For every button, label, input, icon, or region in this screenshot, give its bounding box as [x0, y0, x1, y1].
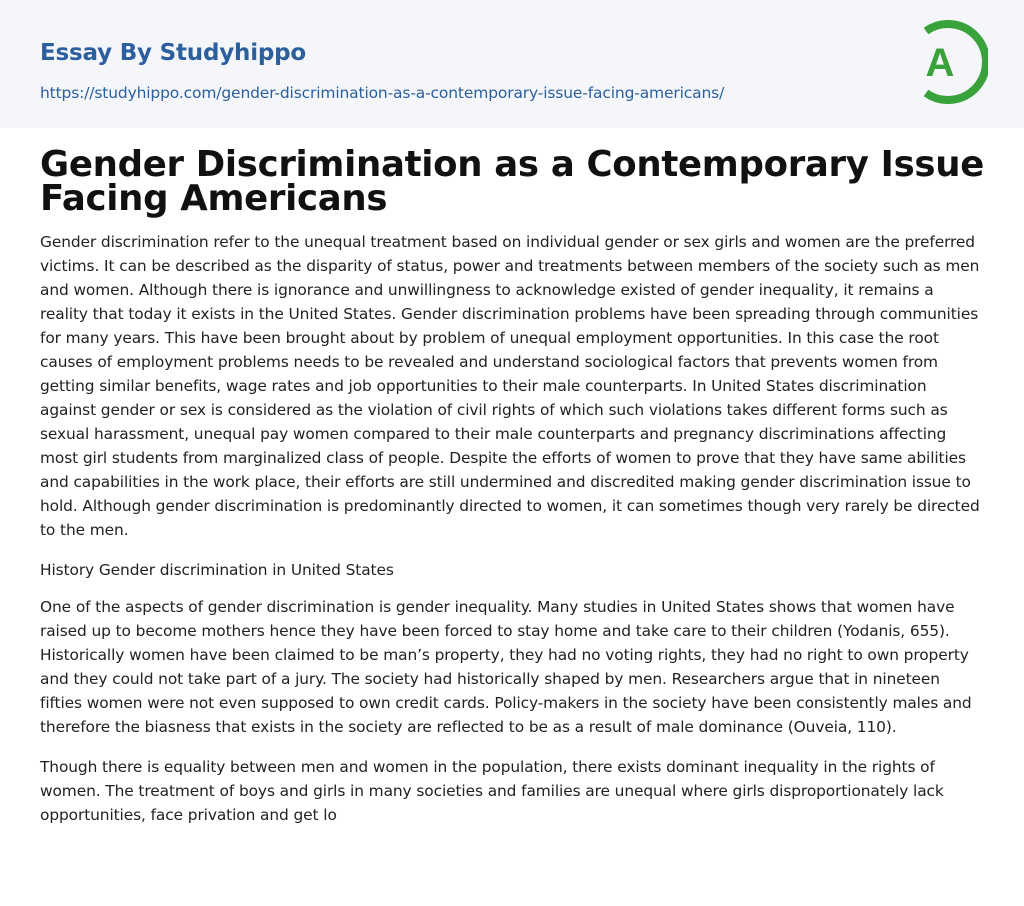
article-paragraph: Though there is equality between men and women in the population, there exists dominant inequality in the rights of women. The treatment of boys and girls in many societies and families are unequal where girls disproportionately lack opportunities, face privation and get lo: [40, 758, 944, 824]
article-title: Gender Discrimination as a Contemporary Issue Facing Americans: [40, 144, 984, 219]
source-url-link[interactable]: https://studyhippo.com/gender-discrimination-as-a-contemporary-issue-facing-americans/: [40, 84, 725, 102]
site-header: [0, 0, 1024, 128]
article-paragraph: One of the aspects of gender discrimination is gender inequality. Many studies in United States shows that women have raised up to become mothers hence they have been forced to stay home and take care to their children (Yodanis, 655). Historically women have been claimed to be man’s property, they had no voting rights, they had no right to own property and they could not take part of a jury. The society had historically shaped by men. Researchers argue that in nineteen fifties women were not even supposed to own credit cards. Policy-makers in the society have been consistently males and therefore the biasness that exists in the society are reflected to be as a result of male dominance (Ouveia, 110).: [40, 598, 972, 736]
studyhippo-logo-icon[interactable]: [912, 20, 988, 104]
section-heading: History Gender discrimination in United States: [40, 561, 394, 579]
article-paragraph: Gender discrimination refer to the unequal treatment based on individual gender or sex girls and women are the preferred victims. It can be described as the disparity of status, power and treatments between members of the society such as men and women. Although there is ignorance and unwillingness to acknowledge existed of gender inequality, it remains a reality that today it exists in the United States. Gender discrimination problems have been spreading through communities for many years. This have been brought about by problem of unequal employment opportunities. In this case the root causes of employment problems needs to be revealed and understand sociological factors that prevents women from getting similar benefits, wage rates and job opportunities to their male counterparts. In United States discrimination against gender or sex is considered as the violation of civil rights of which such violations takes different forms such as sexual harassment, unequal pay women compared to their male counterparts and pregnancy discriminations affecting most girl students from marginalized class of people. Despite the efforts of women to prove that they have same abilities and capabilities in the work place, their efforts are still undermined and discredited making gender discrimination issue to hold. Although gender discrimination is predominantly directed to women, it can sometimes though very rarely be directed to the men.: [40, 233, 980, 539]
article: [40, 144, 986, 843]
brand-title[interactable]: Essay By Studyhippo: [40, 40, 307, 66]
logo-letter: A: [925, 41, 955, 85]
